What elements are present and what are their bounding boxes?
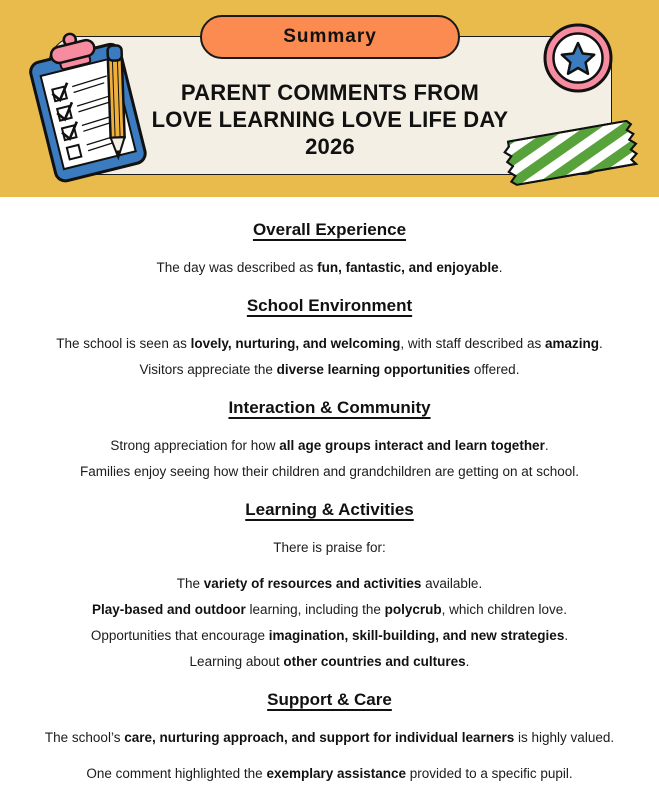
bold-text: fun, fantastic, and enjoyable (317, 260, 499, 275)
text-line (2, 331, 657, 357)
text: . (564, 628, 569, 643)
section (2, 497, 657, 675)
sections (2, 197, 657, 787)
paragraph-block (2, 331, 657, 383)
text: , with staff described as (400, 336, 545, 351)
paragraph-block (2, 725, 657, 751)
bold-text: Play-based and outdoor (92, 602, 246, 617)
bold-text: care, nurturing approach, and support for individual learners (124, 730, 515, 745)
text-line (2, 357, 657, 383)
bold-text: imagination, skill-building, and new strategies (268, 628, 565, 643)
section-heading: Learning & Activities (245, 500, 414, 519)
text: The day was described as (156, 260, 318, 275)
bold-text: exemplary assistance (266, 766, 407, 781)
text: The (176, 576, 204, 591)
text-line (2, 725, 657, 751)
text-line (2, 571, 657, 597)
star-badge-icon (540, 20, 616, 101)
bold-text: lovely, nurturing, and welcoming (190, 336, 401, 351)
text: Opportunities that encourage (90, 628, 269, 643)
page-title-line-3: 2026 (305, 134, 355, 159)
clipboard-checklist-icon (6, 24, 168, 197)
text: Families enjoy seeing how their children and grandchildren are getting on at school. (79, 464, 580, 479)
text: . (544, 438, 549, 453)
text: . (465, 654, 470, 669)
text: offered. (470, 362, 520, 377)
text: The school’s (44, 730, 125, 745)
summary-badge-label: Summary (283, 26, 377, 47)
paragraph-block (2, 433, 657, 485)
text: Visitors appreciate the (139, 362, 277, 377)
text-line (2, 459, 657, 485)
section-heading: Support & Care (267, 690, 392, 709)
section-heading: Overall Experience (252, 220, 407, 239)
text-line (2, 623, 657, 649)
text: learning, including the (245, 602, 385, 617)
page-title-line-2: LOVE LEARNING LOVE LIFE DAY (151, 107, 509, 132)
bold-text: variety of resources and activities (203, 576, 422, 591)
text: , which children love. (441, 602, 567, 617)
paragraph-block (2, 255, 657, 281)
section (2, 293, 657, 383)
bold-text: other countries and cultures (283, 654, 466, 669)
text: The school is seen as (56, 336, 191, 351)
section (2, 217, 657, 281)
section (2, 687, 657, 787)
text: Learning about (189, 654, 284, 669)
bold-text: diverse learning opportunities (276, 362, 471, 377)
bold-text: polycrub (384, 602, 442, 617)
text-line (2, 535, 657, 561)
paragraph-block (2, 535, 657, 561)
text-line (2, 649, 657, 675)
text-line (2, 761, 657, 787)
text: Strong appreciation for how (110, 438, 280, 453)
text-line (2, 597, 657, 623)
text-line (2, 433, 657, 459)
paragraph-block (2, 761, 657, 787)
section-heading: Interaction & Community (228, 398, 431, 417)
bold-text: amazing (544, 336, 599, 351)
text-line (2, 255, 657, 281)
text: There is praise for: (273, 540, 386, 555)
text: . (598, 336, 603, 351)
text: One comment highlighted the (86, 766, 267, 781)
bold-text: all age groups interact and learn together (279, 438, 545, 453)
text: . (498, 260, 503, 275)
page-title-line-1: PARENT COMMENTS FROM (180, 80, 480, 105)
header-banner (0, 0, 659, 197)
summary-badge (200, 15, 460, 59)
section-heading: School Environment (246, 296, 413, 315)
paragraph-block (2, 571, 657, 675)
section (2, 395, 657, 485)
text: provided to a specific pupil. (406, 766, 573, 781)
text: is highly valued. (514, 730, 615, 745)
text: available. (421, 576, 483, 591)
